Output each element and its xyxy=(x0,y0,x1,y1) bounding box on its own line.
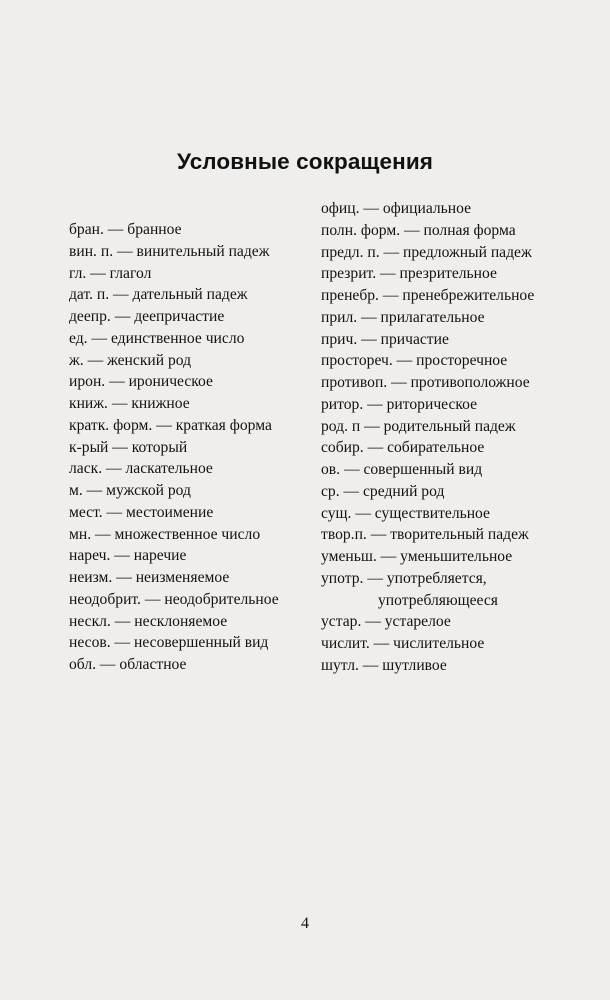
abbreviation-entry: уменьш. — уменьшительное xyxy=(321,548,513,565)
abbreviation-entry: предл. п. — предложный падеж xyxy=(321,243,532,261)
abbreviations-right-column xyxy=(321,198,534,677)
abbreviation-entry: нескл. — несклоняемое xyxy=(69,612,228,630)
abbreviation-entry: офиц. — официальное xyxy=(321,200,472,217)
abbreviation-entry: несов. — несовершенный вид xyxy=(69,634,269,652)
abbreviation-entry: книж. — книжное xyxy=(69,395,190,412)
abbreviation-entry: прил. — прилагательное xyxy=(321,308,485,326)
abbreviation-entry: деепр. — деепричастие xyxy=(69,308,225,325)
abbreviation-entry: гл. — глагол xyxy=(69,264,152,282)
abbreviation-entry: полн. форм. — полная форма xyxy=(321,221,516,239)
abbreviation-entry: пренебр. — пренебрежительное xyxy=(321,287,535,304)
abbreviation-entry: мест. — местоимение xyxy=(69,503,214,521)
abbreviation-entry: неизм. — неизменяемое xyxy=(69,569,230,586)
page-title: Условные сокращения xyxy=(177,149,433,175)
abbreviation-entry: нареч. — наречие xyxy=(69,547,187,565)
abbreviation-entry: ирон. — ироническое xyxy=(69,373,213,391)
abbreviation-entry: ср. — средний род xyxy=(321,482,445,500)
abbreviation-entry: ед. — единственное число xyxy=(69,329,245,347)
abbreviation-entry: сущ. — существительное xyxy=(321,504,490,522)
abbreviation-entry: устар. — устарелое xyxy=(321,613,451,631)
abbreviation-entry: кратк. форм. — краткая форма xyxy=(69,416,272,434)
abbreviation-entry: обл. — областное xyxy=(69,656,187,673)
abbreviation-entry: дат. п. — дательный падеж xyxy=(69,286,248,304)
abbreviation-entry: собир. — собирательное xyxy=(321,439,485,457)
abbreviation-entry: прич. — причастие xyxy=(321,330,449,348)
abbreviation-entry: ж. — женский род xyxy=(69,351,192,369)
abbreviation-entry: мн. — множественное число xyxy=(69,525,261,543)
abbreviation-entry: употр. — употребляется, xyxy=(321,569,487,587)
abbreviation-entry: род. п — родительный падеж xyxy=(321,417,516,435)
abbreviation-entry: твор.п. — творительный падеж xyxy=(321,526,529,544)
abbreviation-entry: к-рый — который xyxy=(69,438,188,456)
abbreviation-entry: шутл. — шутливое xyxy=(321,656,447,674)
abbreviation-entry: ласк. — ласкательное xyxy=(69,460,213,478)
page-number: 4 xyxy=(301,915,309,932)
abbreviation-entry: числит. — числительное xyxy=(321,635,485,652)
abbreviations-left-column xyxy=(69,219,279,676)
abbreviation-entry: ов. — совершенный вид xyxy=(321,461,483,478)
abbreviation-entry: простореч. — просторечное xyxy=(321,352,508,370)
abbreviation-entry: неодобрит. — неодобрительное xyxy=(69,590,279,608)
abbreviation-entry: бран. — бранное xyxy=(69,221,182,238)
abbreviation-entry-continuation: употребляющееся xyxy=(378,591,498,609)
abbreviation-entry: вин. п. — винительный падеж xyxy=(69,242,270,260)
abbreviation-entry: противоп. — противоположное xyxy=(321,374,530,391)
abbreviation-entry: м. — мужской род xyxy=(69,482,191,499)
abbreviation-entry: презрит. — презрительное xyxy=(321,265,497,283)
abbreviation-entry: ритор. — риторическое xyxy=(321,395,478,413)
